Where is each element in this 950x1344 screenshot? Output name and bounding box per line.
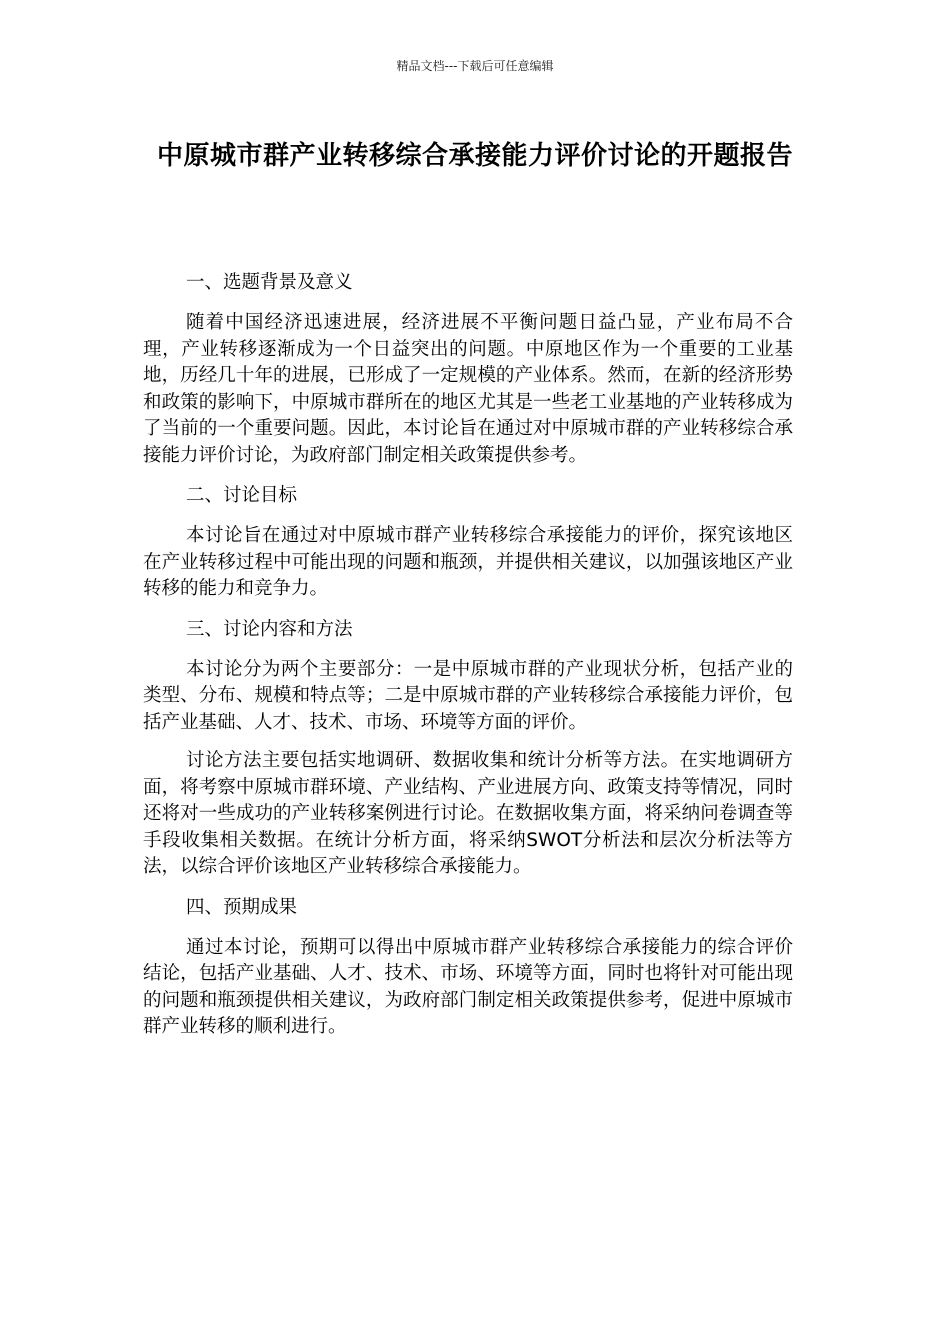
paragraph: 讨论方法主要包括实地调研、数据收集和统计分析等方法。在实地调研方面，将考察中原城市群环境、产业结构、产业进展方向、政策支持等情况，同时还将对一些成功的产业转移案例进行讨论。在数据收集方面，将采纳问卷调查等手段收集相关数据。在统计分析方面，将采纳SWOT分析法和层次分析法等方法，以综合评价该地区产业转移综合承接能力。: [143, 750, 793, 877]
section-heading: 四、预期成果: [186, 896, 298, 918]
section-heading: 三、讨论内容和方法: [186, 618, 353, 640]
paragraph: 本讨论分为两个主要部分：一是中原城市群的产业现状分析，包括产业的类型、分布、规模和特点等；二是中原城市群的产业转移综合承接能力评价，包括产业基础、人才、技术、市场、环境等方面的评价。: [143, 658, 793, 733]
document-body: [143, 268, 793, 1053]
paragraph: 随着中国经济迅速进展，经济进展不平衡问题日益凸显，产业布局不合理，产业转移逐渐成为一个日益突出的问题。中原地区作为一个重要的工业基地，历经几十年的进展，已形成了一定规模的产业体系。然而，在新的经济形势和政策的影响下，中原城市群所在的地区尤其是一些老工业基地的产业转移成为了当前的一个重要问题。因此，本讨论旨在通过对中原城市群的产业转移综合承接能力评价讨论，为政府部门制定相关政策提供参考。: [143, 312, 793, 466]
paragraph: 本讨论旨在通过对中原城市群产业转移综合承接能力的评价，探究该地区在产业转移过程中可能出现的问题和瓶颈，并提供相关建议，以加强该地区产业转移的能力和竞争力。: [143, 525, 793, 599]
section-heading: 二、讨论目标: [186, 485, 298, 506]
page-header: 精品文档---下载后可任意编辑: [396, 59, 554, 73]
section-objectives: [143, 481, 793, 603]
paragraph: 通过本讨论，预期可以得出中原城市群产业转移综合承接能力的综合评价结论，包括产业基础、人才、技术、市场、环境等方面，同时也将针对可能出现的问题和瓶颈提供相关建议，为政府部门制定相关政策提供参考，促进中原城市群产业转移的顺利进行。: [143, 936, 793, 1037]
section-expected-results: [143, 893, 793, 1041]
section-content-methods: [143, 615, 793, 881]
document-title: 中原城市群产业转移综合承接能力评价讨论的开题报告: [156, 141, 793, 171]
section-background: [143, 268, 793, 469]
section-heading: 一、选题背景及意义: [186, 272, 353, 293]
